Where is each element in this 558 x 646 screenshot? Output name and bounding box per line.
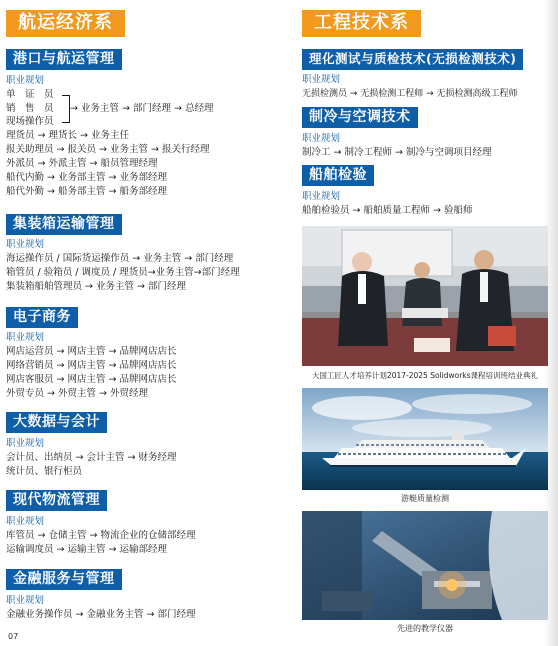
section-title-big-data-accounting: 大数据与会计 [6, 412, 107, 433]
career-plan-label: 职业规划 [6, 75, 45, 86]
career-path-line: 统计员、银行柜员 [6, 466, 83, 477]
career-path-line: 会计员、出纳员 → 会计主管 → 财务经理 [6, 452, 177, 463]
bracket-career-path: → 业务主管 → 部门经理 → 总经理 [70, 103, 214, 114]
career-path-line: 网络营销员 → 网店主管 → 品牌网店店长 [6, 360, 177, 371]
section-title-ship-inspection: 船舶检验 [302, 165, 374, 186]
career-path-line: 船舶检验员 → 船舶质量工程师 → 验船师 [302, 205, 473, 216]
career-path-line: 外贸专员 → 外贸主管 → 外贸经理 [6, 388, 148, 399]
section-title-port-shipping: 港口与航运管理 [6, 49, 122, 70]
career-path-line: 库管员 → 仓储主管 → 物流企业的仓储部经理 [6, 530, 196, 541]
section-title-financial-services: 金融服务与管理 [6, 569, 122, 590]
career-path-line: 报关助理员 → 报关员 → 业务主管 → 报关行经理 [6, 144, 210, 155]
career-path-line: 船代内勤 → 业务部主管 → 业务部经理 [6, 172, 167, 183]
ceremony-photo [302, 226, 548, 366]
career-plan-label: 职业规划 [6, 438, 45, 449]
bracket-item: 现场操作员 [6, 116, 54, 127]
page-number: 07 [8, 632, 19, 641]
teaching-equipment-photo [302, 511, 548, 620]
section-title-container-transport: 集装箱运输管理 [6, 214, 122, 235]
bracket-item: 销 售 员 [6, 103, 54, 114]
career-path-line: 网店客服员 → 网店主管 → 品牌网店店长 [6, 374, 177, 385]
career-plan-label: 职业规划 [6, 239, 45, 250]
photo-caption: 大国工匠人才培养计划2017-2025 Solidworks课程培训班结业典礼 [311, 371, 539, 380]
career-plan-label: 职业规划 [6, 595, 45, 606]
section-title-e-commerce: 电子商务 [6, 307, 78, 328]
cruise-ship-photo [302, 388, 548, 490]
career-path-line: 海运操作员 / 国际货运操作员 → 业务主管 → 部门经理 [6, 253, 234, 264]
career-plan-label: 职业规划 [302, 191, 341, 202]
career-path-line: 理货员 → 理货长 → 业务主任 [6, 130, 129, 141]
dept-title-engineering: 工程技术系 [302, 10, 421, 37]
section-title-refrigeration: 制冷与空调技术 [302, 107, 418, 128]
section-title-ndt: 理化测试与质检技术(无损检测技术) [302, 49, 523, 70]
career-plan-label: 职业规划 [6, 516, 45, 527]
dept-title-shipping-economics: 航运经济系 [6, 10, 125, 37]
career-path-line: 外派员 → 外派主管 → 船员管理经理 [6, 158, 158, 169]
career-path-line: 无损检测员 → 无损检测工程师 → 无损检测高级工程师 [302, 89, 518, 99]
section-title-modern-logistics: 现代物流管理 [6, 490, 107, 511]
career-path-line: 集装箱船舶管理员 → 业务主管 → 部门经理 [6, 281, 186, 292]
career-path-line: 运输调度员 → 运输主管 → 运输部经理 [6, 544, 167, 555]
career-path-line: 网店运营员 → 网店主管 → 品牌网店店长 [6, 346, 177, 357]
career-path-line: 箱管员 / 验箱员 / 调度员 / 理货员→业务主管→部门经理 [6, 267, 240, 278]
career-plan-label: 职业规划 [302, 133, 341, 144]
career-path-line: 金融业务操作员 → 金融业务主管 → 部门经理 [6, 609, 196, 620]
career-path-line: 制冷工 → 制冷工程师 → 制冷与空调项目经理 [302, 147, 492, 158]
bracket-connector [62, 95, 70, 123]
photo-caption: 游艇质量检测 [401, 494, 449, 503]
bracket-item: 单 证 员 [6, 89, 54, 100]
career-plan-label: 职业规划 [6, 332, 45, 343]
career-plan-label: 职业规划 [302, 74, 341, 85]
photo-caption: 先进的教学仪器 [397, 624, 453, 633]
career-path-line: 船代外勤 → 船务部主管 → 船务部经理 [6, 186, 167, 197]
